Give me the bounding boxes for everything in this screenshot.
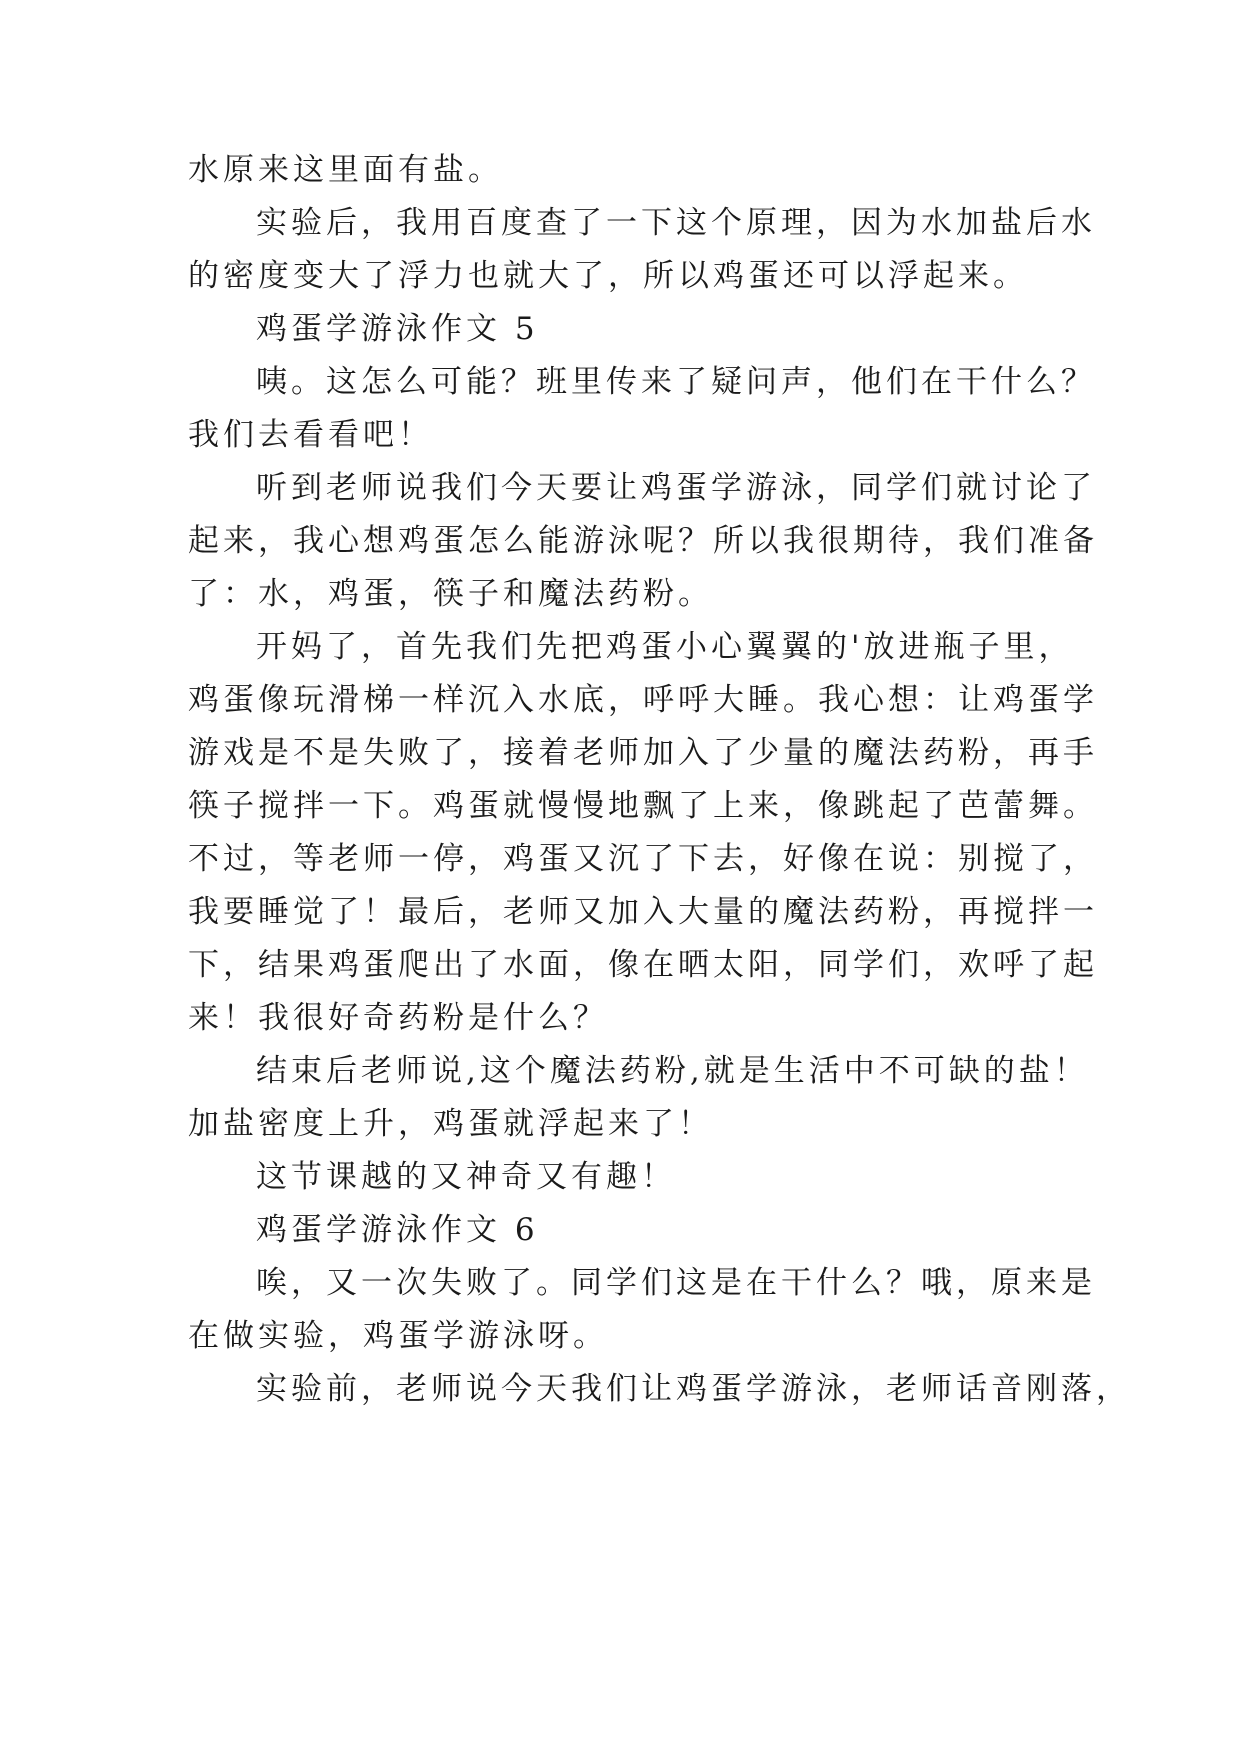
text-line: 听到老师说我们今天要让鸡蛋学游泳，同学们就讨论了 <box>256 470 1096 506</box>
text-line: 起来，我心想鸡蛋怎么能游泳呢？所以我很期待，我们准备 <box>188 523 1098 559</box>
text-line: 了：水，鸡蛋，筷子和魔法药粉。 <box>188 576 713 612</box>
section-heading: 鸡蛋学游泳作文 6 <box>256 1212 539 1248</box>
text-line: 我们去看看吧！ <box>188 417 433 453</box>
text-line: 来！我很好奇药粉是什么？ <box>188 1000 608 1036</box>
text-line: 实验前，老师说今天我们让鸡蛋学游泳，老师话音刚落， <box>256 1371 1131 1407</box>
text-line: 开妈了，首先我们先把鸡蛋小心翼翼的'放进瓶子里， <box>256 629 1074 665</box>
text-line: 结束后老师说,这个魔法药粉,就是生活中不可缺的盐！ <box>256 1053 1089 1089</box>
text-line: 不过，等老师一停，鸡蛋又沉了下去，好像在说：别搅了， <box>188 841 1098 877</box>
text-line: 的密度变大了浮力也就大了，所以鸡蛋还可以浮起来。 <box>188 258 1028 294</box>
section-heading: 鸡蛋学游泳作文 5 <box>256 311 539 347</box>
text-line: 我要睡觉了！最后，老师又加入大量的魔法药粉，再搅拌一 <box>188 894 1098 930</box>
text-line: 水原来这里面有盐。 <box>188 152 503 188</box>
text-line: 实验后，我用百度查了一下这个原理，因为水加盐后水 <box>256 205 1096 241</box>
text-line: 鸡蛋像玩滑梯一样沉入水底，呼呼大睡。我心想：让鸡蛋学 <box>188 682 1098 718</box>
text-line: 唉，又一次失败了。同学们这是在干什么？哦，原来是 <box>256 1265 1096 1301</box>
text-line: 筷子搅拌一下。鸡蛋就慢慢地飘了上来，像跳起了芭蕾舞。 <box>188 788 1098 824</box>
text-line: 加盐密度上升，鸡蛋就浮起来了！ <box>188 1106 713 1142</box>
text-line: 下，结果鸡蛋爬出了水面，像在晒太阳，同学们，欢呼了起 <box>188 947 1098 983</box>
text-line: 咦。这怎么可能？班里传来了疑问声，他们在干什么？ <box>256 364 1096 400</box>
text-line: 游戏是不是失败了，接着老师加入了少量的魔法药粉，再手 <box>188 735 1098 771</box>
text-line: 在做实验，鸡蛋学游泳呀。 <box>188 1318 608 1354</box>
text-line: 这节课越的又神奇又有趣！ <box>256 1159 676 1195</box>
